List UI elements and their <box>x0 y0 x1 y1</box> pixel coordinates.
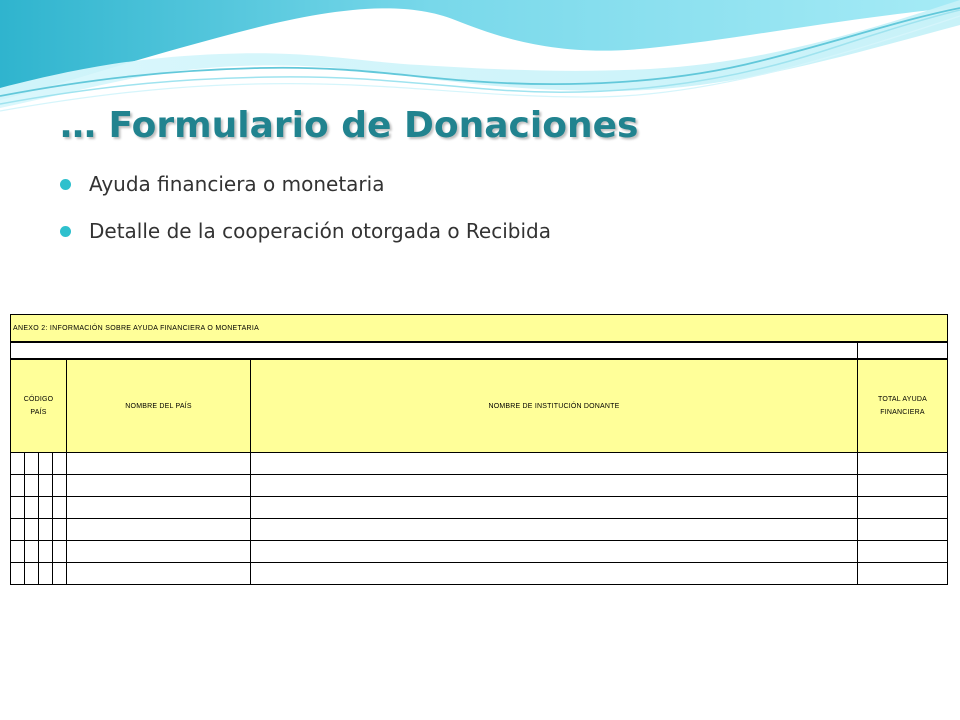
donor-institution-cell[interactable] <box>251 497 858 519</box>
table-row <box>11 563 948 585</box>
country-code-cell[interactable] <box>11 541 67 563</box>
bullet-text-cooperation-detail: Detalle de la cooperación otorgada o Recibida <box>89 219 551 243</box>
country-code-digit-cell[interactable] <box>11 519 25 540</box>
spacer-cell-right <box>858 342 948 359</box>
country-code-digit-cell[interactable] <box>11 497 25 518</box>
total-financial-aid-cell[interactable] <box>858 541 948 563</box>
wave-header-graphic <box>0 0 960 120</box>
country-code-cell[interactable] <box>11 497 67 519</box>
table-row <box>11 497 948 519</box>
country-code-cell[interactable] <box>11 519 67 541</box>
country-code-cell[interactable] <box>11 453 67 475</box>
country-code-digit-cell[interactable] <box>39 541 53 562</box>
country-name-cell[interactable] <box>67 541 251 563</box>
donor-institution-cell[interactable] <box>251 541 858 563</box>
country-code-digit-cell[interactable] <box>11 453 25 474</box>
bullet-list <box>60 172 551 266</box>
country-code-header: CÓDIGO PAÍS <box>11 359 67 453</box>
donor-institution-header: NOMBRE DE INSTITUCIÓN DONANTE <box>251 359 858 453</box>
table-row <box>11 541 948 563</box>
donor-institution-cell[interactable] <box>251 453 858 475</box>
spacer-cell-left <box>11 342 858 359</box>
country-code-digit-cell[interactable] <box>25 475 39 496</box>
bullet-item-financial-aid <box>60 172 551 196</box>
bullet-item-cooperation-detail <box>60 219 551 243</box>
total-financial-aid-cell[interactable] <box>858 519 948 541</box>
country-code-subcells <box>11 475 66 496</box>
table-row <box>11 475 948 497</box>
annex-title-row <box>11 315 948 343</box>
total-financial-aid-cell[interactable] <box>858 475 948 497</box>
country-code-subcells <box>11 519 66 540</box>
country-code-digit-cell[interactable] <box>25 519 39 540</box>
country-code-digit-cell[interactable] <box>53 475 66 496</box>
spacer-row <box>11 342 948 359</box>
country-code-digit-cell[interactable] <box>11 541 25 562</box>
country-code-digit-cell[interactable] <box>25 453 39 474</box>
country-code-digit-cell[interactable] <box>25 541 39 562</box>
country-code-subcells <box>11 497 66 518</box>
slide-title: … Formulario de Donaciones <box>60 105 639 146</box>
empty-data-rows <box>11 453 948 585</box>
bullet-text-financial-aid: Ayuda financiera o monetaria <box>89 172 385 196</box>
country-code-digit-cell[interactable] <box>25 563 39 584</box>
country-code-digit-cell[interactable] <box>39 453 53 474</box>
country-code-subcells <box>11 453 66 474</box>
country-code-cell[interactable] <box>11 563 67 585</box>
country-name-cell[interactable] <box>67 519 251 541</box>
table-row <box>11 519 948 541</box>
total-financial-aid-cell[interactable] <box>858 453 948 475</box>
country-code-digit-cell[interactable] <box>53 453 66 474</box>
country-code-digit-cell[interactable] <box>53 519 66 540</box>
total-financial-aid-cell[interactable] <box>858 497 948 519</box>
financial-aid-form-table <box>10 314 948 585</box>
country-name-cell[interactable] <box>67 497 251 519</box>
country-code-digit-cell[interactable] <box>53 541 66 562</box>
total-financial-aid-header: TOTAL AYUDA FINANCIERA <box>858 359 948 453</box>
country-code-digit-cell[interactable] <box>39 563 53 584</box>
bullet-dot-icon <box>60 226 71 237</box>
donor-institution-cell[interactable] <box>251 475 858 497</box>
country-code-digit-cell[interactable] <box>11 475 25 496</box>
country-code-digit-cell[interactable] <box>53 497 66 518</box>
column-header-row <box>11 359 948 453</box>
country-code-subcells <box>11 563 66 584</box>
country-name-cell[interactable] <box>67 453 251 475</box>
table-row <box>11 453 948 475</box>
country-name-header: NOMBRE DEL PAÍS <box>67 359 251 453</box>
country-name-cell[interactable] <box>67 475 251 497</box>
total-financial-aid-cell[interactable] <box>858 563 948 585</box>
country-code-digit-cell[interactable] <box>53 563 66 584</box>
country-code-subcells <box>11 541 66 562</box>
country-code-cell[interactable] <box>11 475 67 497</box>
donor-institution-cell[interactable] <box>251 563 858 585</box>
country-code-digit-cell[interactable] <box>39 519 53 540</box>
country-code-digit-cell[interactable] <box>11 563 25 584</box>
donor-institution-cell[interactable] <box>251 519 858 541</box>
bullet-dot-icon <box>60 179 71 190</box>
country-name-cell[interactable] <box>67 563 251 585</box>
country-code-digit-cell[interactable] <box>39 497 53 518</box>
annex-title-cell: ANEXO 2: INFORMACIÓN SOBRE AYUDA FINANCIERA O MONETARIA <box>11 315 948 343</box>
country-code-digit-cell[interactable] <box>25 497 39 518</box>
country-code-digit-cell[interactable] <box>39 475 53 496</box>
